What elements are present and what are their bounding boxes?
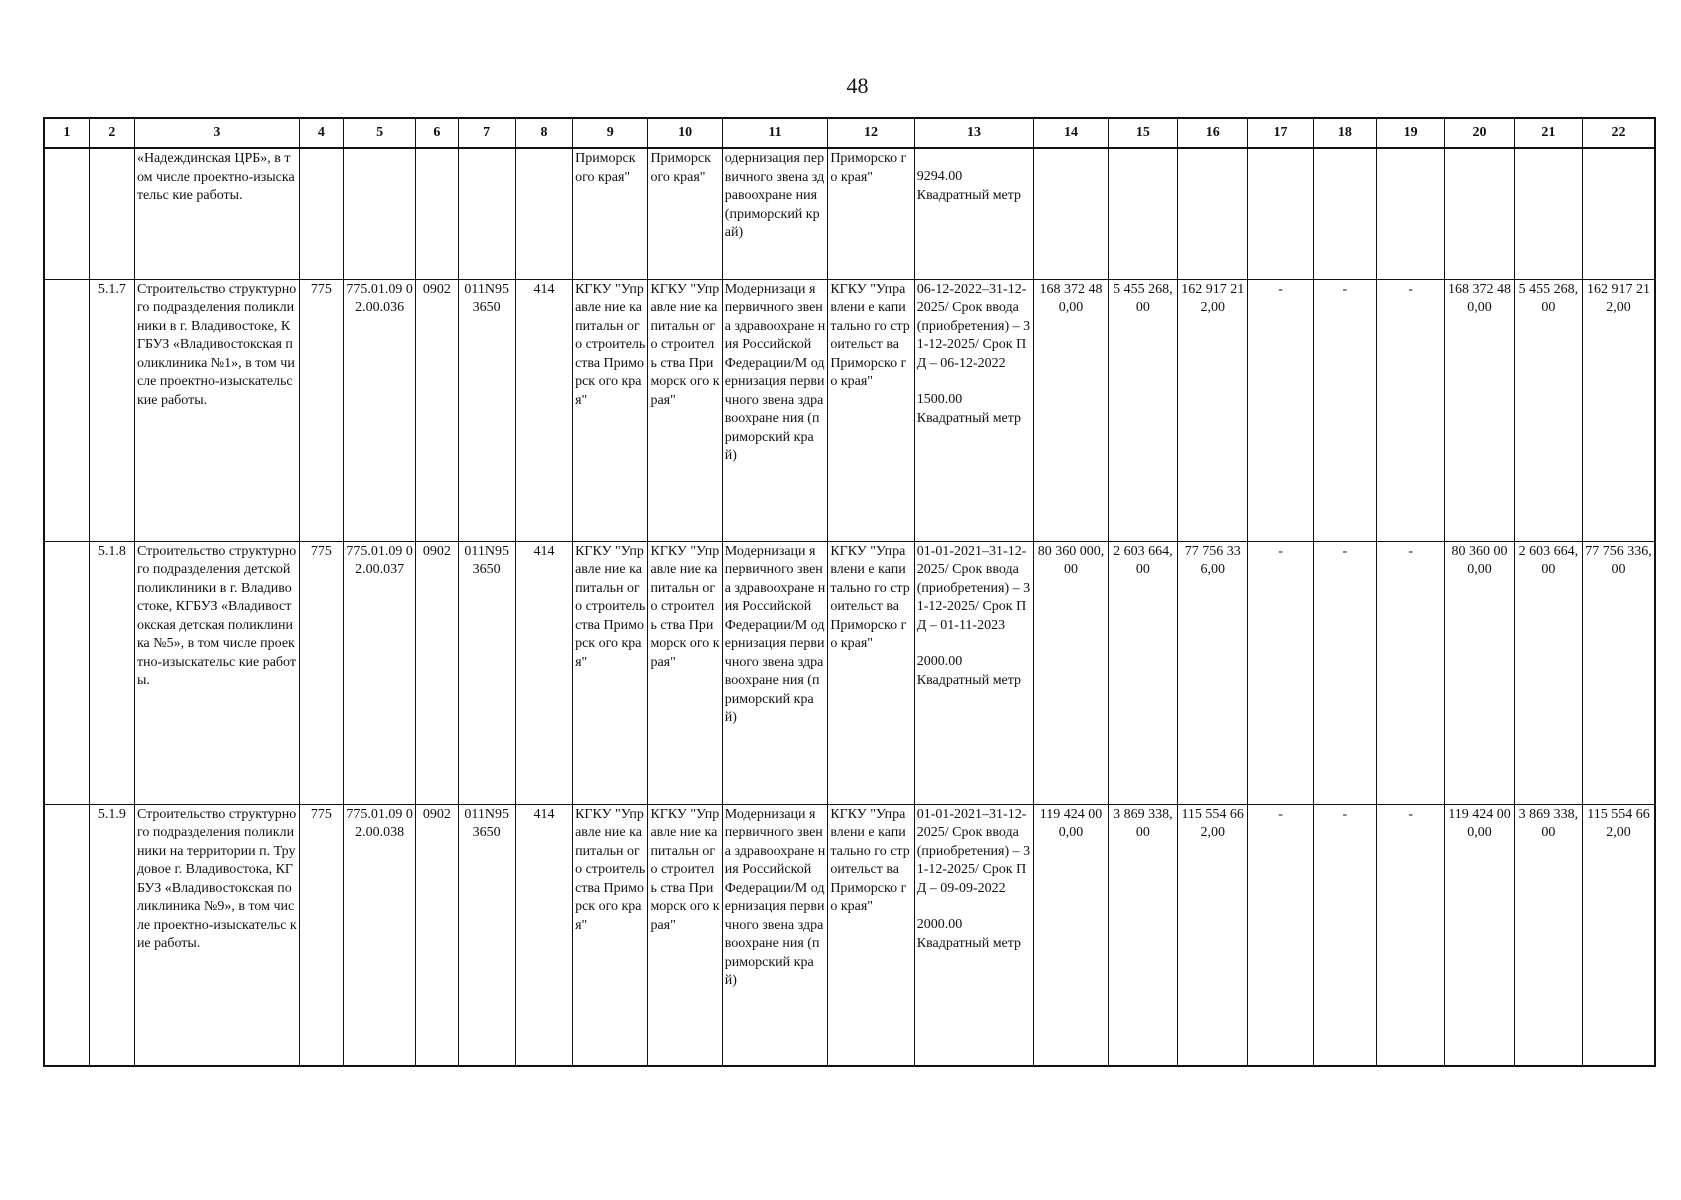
cell-col21 bbox=[1514, 148, 1582, 279]
cell-number: 5.1.9 bbox=[89, 804, 134, 1066]
cell-customer: КГКУ "Управле ние капитальн ого строитель ства Приморск ого края" bbox=[573, 541, 648, 804]
terms-text: 06-12-2022–31-12-2025/ Срок ввода (приобретения) – 31-12-2025/ Срок ПД – 06-12-2022 bbox=[916, 281, 1031, 371]
cell-federal-budget: 77 756 336,00 bbox=[1178, 541, 1248, 804]
cell-col1 bbox=[44, 279, 89, 541]
cell-federal-budget: 115 554 662,00 bbox=[1178, 804, 1248, 1066]
cell-regional-budget bbox=[1108, 148, 1177, 279]
area-unit: Квадратный метр bbox=[916, 935, 1022, 951]
cell-terms bbox=[914, 148, 1034, 279]
cell-responsible: КГКУ "Управлени е капитально го строительст ва Приморско го края" bbox=[828, 804, 914, 1066]
column-header: 22 bbox=[1583, 118, 1656, 148]
cell-regional-budget: 5 455 268,00 bbox=[1108, 279, 1177, 541]
cell-total bbox=[1034, 148, 1108, 279]
cell-expense-type: 414 bbox=[515, 804, 572, 1066]
cell-customer: КГКУ "Управле ние капитальн ого строитель ства Приморск ого края" bbox=[573, 279, 648, 541]
cell-number: 5.1.8 bbox=[89, 541, 134, 804]
column-header: 5 bbox=[343, 118, 415, 148]
column-header: 19 bbox=[1377, 118, 1445, 148]
cell-col21: 2 603 664,00 bbox=[1514, 541, 1582, 804]
column-header: 12 bbox=[828, 118, 914, 148]
cell-col22: 115 554 662,00 bbox=[1583, 804, 1656, 1066]
column-header: 13 bbox=[914, 118, 1034, 148]
cell-program: Модернизаци я первичного звена здравоохране ния Российской Федерации/М одернизация первичного звена здравоохране ния (приморский край) bbox=[722, 541, 828, 804]
cell-object-name: Строительство структурного подразделения поликлиники на территории п. Трудовое г. Владивостока, КГБУЗ «Владивостокская поликлиника №9», в том числе проектно-изыскательс кие работы. bbox=[134, 804, 299, 1066]
cell-col18: - bbox=[1313, 279, 1376, 541]
cell-col20 bbox=[1445, 148, 1514, 279]
cell-target-article bbox=[458, 148, 515, 279]
column-header: 21 bbox=[1514, 118, 1582, 148]
cell-responsible: КГКУ "Управлени е капитально го строительст ва Приморско го края" bbox=[828, 279, 914, 541]
cell-col17: - bbox=[1248, 279, 1313, 541]
cell-total: 80 360 000,00 bbox=[1034, 541, 1108, 804]
cell-program: Модернизаци я первичного звена здравоохране ния Российской Федерации/М одернизация первичного звена здравоохране ния (приморский край) bbox=[722, 804, 828, 1066]
column-header: 15 bbox=[1108, 118, 1177, 148]
cell-regional-budget: 2 603 664,00 bbox=[1108, 541, 1177, 804]
cell-responsible: Приморско го края" bbox=[828, 148, 914, 279]
cell-col20: 168 372 480,00 bbox=[1445, 279, 1514, 541]
cell-object-code: 775.01.09 02.00.038 bbox=[343, 804, 415, 1066]
cell-program: Модернизаци я первичного звена здравоохране ния Российской Федерации/М одернизация первичного звена здравоохране ния (приморский край) bbox=[722, 279, 828, 541]
terms-text: 01-01-2021–31-12-2025/ Срок ввода (приобретения) – 31-12-2025/ Срок ПД – 09-09-2022 bbox=[916, 806, 1031, 896]
cell-col21: 3 869 338,00 bbox=[1514, 804, 1582, 1066]
cell-developer: КГКУ "Управле ние капитальн ого строитель ства Приморск ого края" bbox=[648, 279, 722, 541]
cell-col19 bbox=[1377, 148, 1445, 279]
cell-target-article: 011N95 3650 bbox=[458, 541, 515, 804]
table-row bbox=[44, 804, 1655, 1066]
cell-code: 775 bbox=[299, 804, 343, 1066]
cell-col19: - bbox=[1377, 279, 1445, 541]
cell-col22: 162 917 212,00 bbox=[1583, 279, 1656, 541]
cell-object-name: Строительство структурного подразделения детской поликлиники в г. Владивостоке, КГБУЗ «Владивостокская детская поликлиника №5», в том числе проектно-изыскательс кие работы. bbox=[134, 541, 299, 804]
cell-customer: КГКУ "Управле ние капитальн ого строитель ства Приморск ого края" bbox=[573, 804, 648, 1066]
cell-code: 775 bbox=[299, 541, 343, 804]
cell-object-name: Строительство структурного подразделения поликлиники в г. Владивостоке, КГБУЗ «Владивостокская поликлиника №1», в том числе проектно-изыскательс кие работы. bbox=[134, 279, 299, 541]
cell-col18: - bbox=[1313, 804, 1376, 1066]
table-row bbox=[44, 148, 1655, 279]
table-row bbox=[44, 279, 1655, 541]
cell-responsible: КГКУ "Управлени е капитально го строительст ва Приморско го края" bbox=[828, 541, 914, 804]
cell-regional-budget: 3 869 338,00 bbox=[1108, 804, 1177, 1066]
cell-col20: 80 360 000,00 bbox=[1445, 541, 1514, 804]
cell-terms bbox=[914, 279, 1034, 541]
cell-col22 bbox=[1583, 148, 1656, 279]
cell-section: 0902 bbox=[416, 804, 458, 1066]
header-row bbox=[44, 118, 1655, 148]
cell-expense-type: 414 bbox=[515, 279, 572, 541]
cell-customer: Приморск ого края" bbox=[573, 148, 648, 279]
cell-terms bbox=[914, 804, 1034, 1066]
cell-col18: - bbox=[1313, 541, 1376, 804]
cell-developer: Приморск ого края" bbox=[648, 148, 722, 279]
column-header: 7 bbox=[458, 118, 515, 148]
cell-federal-budget: 162 917 212,00 bbox=[1178, 279, 1248, 541]
cell-expense-type bbox=[515, 148, 572, 279]
cell-target-article: 011N95 3650 bbox=[458, 804, 515, 1066]
cell-col17: - bbox=[1248, 804, 1313, 1066]
cell-col18 bbox=[1313, 148, 1376, 279]
area-value: 9294.00 bbox=[916, 169, 963, 184]
cell-col1 bbox=[44, 804, 89, 1066]
cell-section bbox=[416, 148, 458, 279]
cell-col20: 119 424 000,00 bbox=[1445, 804, 1514, 1066]
cell-object-name: «Надеждинская ЦРБ», в том числе проектно-изыскательс кие работы. bbox=[134, 148, 299, 279]
cell-federal-budget bbox=[1178, 148, 1248, 279]
column-header: 8 bbox=[515, 118, 572, 148]
cell-col1 bbox=[44, 541, 89, 804]
cell-code bbox=[299, 148, 343, 279]
area-unit: Квадратный метр bbox=[916, 187, 1022, 203]
column-header: 16 bbox=[1178, 118, 1248, 148]
column-header: 20 bbox=[1445, 118, 1514, 148]
cell-program: одернизация первичного звена здравоохране ния (приморский край) bbox=[722, 148, 828, 279]
cell-col17 bbox=[1248, 148, 1313, 279]
column-header: 14 bbox=[1034, 118, 1108, 148]
cell-number: 5.1.7 bbox=[89, 279, 134, 541]
cell-code: 775 bbox=[299, 279, 343, 541]
terms-text: 01-01-2021–31-12-2025/ Срок ввода (приобретения) – 31-12-2025/ Срок ПД – 01-11-2023 bbox=[916, 543, 1031, 633]
area-unit: Квадратный метр bbox=[916, 672, 1022, 688]
cell-developer: КГКУ "Управле ние капитальн ого строитель ства Приморск ого края" bbox=[648, 804, 722, 1066]
cell-total: 119 424 000,00 bbox=[1034, 804, 1108, 1066]
area-value: 2000.00 bbox=[916, 917, 963, 932]
cell-section: 0902 bbox=[416, 279, 458, 541]
cell-col21: 5 455 268,00 bbox=[1514, 279, 1582, 541]
column-header: 4 bbox=[299, 118, 343, 148]
column-header: 9 bbox=[573, 118, 648, 148]
cell-object-code bbox=[343, 148, 415, 279]
column-header: 1 bbox=[44, 118, 89, 148]
column-header: 17 bbox=[1248, 118, 1313, 148]
cell-object-code: 775.01.09 02.00.036 bbox=[343, 279, 415, 541]
cell-col1 bbox=[44, 148, 89, 279]
cell-col19: - bbox=[1377, 804, 1445, 1066]
cell-target-article: 011N95 3650 bbox=[458, 279, 515, 541]
cell-col19: - bbox=[1377, 541, 1445, 804]
cell-total: 168 372 480,00 bbox=[1034, 279, 1108, 541]
cell-col22: 77 756 336,00 bbox=[1583, 541, 1656, 804]
column-header: 6 bbox=[416, 118, 458, 148]
column-header: 2 bbox=[89, 118, 134, 148]
cell-terms bbox=[914, 541, 1034, 804]
column-header: 3 bbox=[134, 118, 299, 148]
area-unit: Квадратный метр bbox=[916, 410, 1022, 426]
cell-number bbox=[89, 148, 134, 279]
column-header: 11 bbox=[722, 118, 828, 148]
area-value: 2000.00 bbox=[916, 654, 963, 669]
table-row bbox=[44, 541, 1655, 804]
cell-expense-type: 414 bbox=[515, 541, 572, 804]
data-table bbox=[43, 117, 1656, 1067]
cell-developer: КГКУ "Управле ние капитальн ого строитель ства Приморск ого края" bbox=[648, 541, 722, 804]
column-header: 18 bbox=[1313, 118, 1376, 148]
cell-object-code: 775.01.09 02.00.037 bbox=[343, 541, 415, 804]
column-header: 10 bbox=[648, 118, 722, 148]
cell-col17: - bbox=[1248, 541, 1313, 804]
page-number: 48 bbox=[846, 73, 869, 98]
area-value: 1500.00 bbox=[916, 392, 963, 407]
cell-section: 0902 bbox=[416, 541, 458, 804]
